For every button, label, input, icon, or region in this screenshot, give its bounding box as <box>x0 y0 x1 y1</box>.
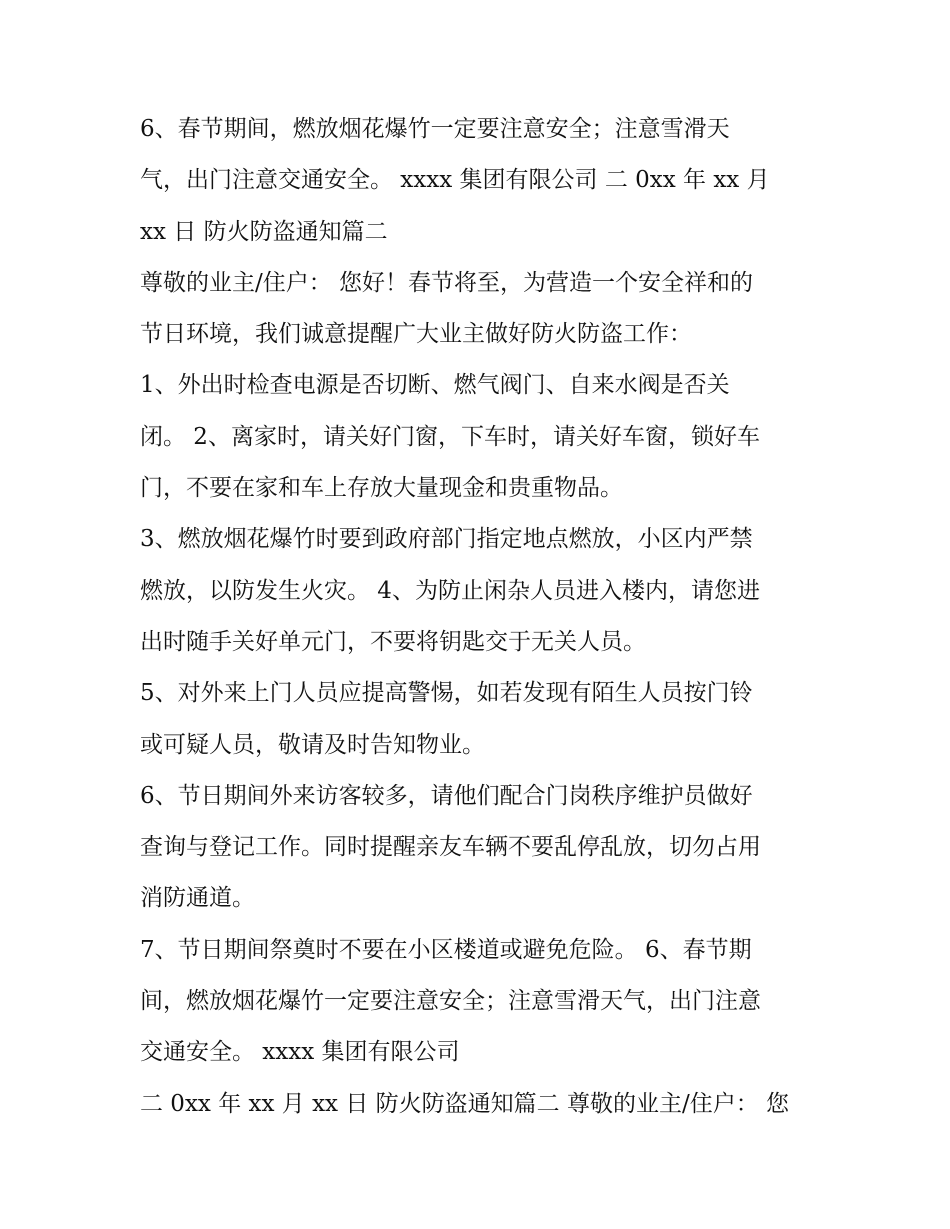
text-line: 燃放，以防发生火灾。 4、为防止闲杂人员进入楼内，请您进 <box>140 577 760 604</box>
text-line: 3、燃放烟花爆竹时要到政府部门指定地点燃放，小区内严禁 <box>140 526 753 553</box>
text-line: 1、外出时检查电源是否切断、燃气阀门、自来水阀是否关 <box>140 372 730 399</box>
text-line: 7、节日期间祭奠时不要在小区楼道或避免危险。 6、春节期 <box>140 936 752 963</box>
text-line: xx 日 防火防盗通知篇二 <box>140 218 388 245</box>
text-line: 6、春节期间，燃放烟花爆竹一定要注意安全；注意雪滑天 <box>140 116 730 142</box>
text-line: 出时随手关好单元门，不要将钥匙交于无关人员。 <box>140 628 646 655</box>
text-line: 尊敬的业主/住户： 您好！春节将至，为营造一个安全祥和的 <box>140 269 754 296</box>
text-line: 6、节日期间外来访客较多，请他们配合门岗秩序维护员做好 <box>140 782 753 809</box>
text-line: 闭。 2、离家时，请关好门窗，下车时，请关好车窗，锁好车 <box>140 423 760 450</box>
text-line: 5、对外来上门人员应提高警惕，如若发现有陌生人员按门铃 <box>140 680 753 707</box>
text-line: 气，出门注意交通安全。 xxxx 集团有限公司 二 0xx 年 xx 月 <box>140 167 770 194</box>
text-line: 查询与登记工作。同时提醒亲友车辆不要乱停乱放，切勿占用 <box>140 834 761 861</box>
text-line: 间，燃放烟花爆竹一定要注意安全；注意雪滑天气，出门注意 <box>140 988 761 1015</box>
text-line: 门，不要在家和车上存放大量现金和贵重物品。 <box>140 475 623 502</box>
text-line: 消防通道。 <box>140 885 255 912</box>
text-line: 节日环境，我们诚意提醒广大业主做好防火防盗工作： <box>140 321 692 348</box>
document-body <box>140 104 820 1130</box>
text-line: 或可疑人员，敬请及时告知物业。 <box>140 731 485 758</box>
text-line: 交通安全。 xxxx 集团有限公司 <box>140 1039 460 1066</box>
text-line: 二 0xx 年 xx 月 xx 日 防火防盗通知篇二 尊敬的业主/住户： 您 <box>140 1090 790 1117</box>
